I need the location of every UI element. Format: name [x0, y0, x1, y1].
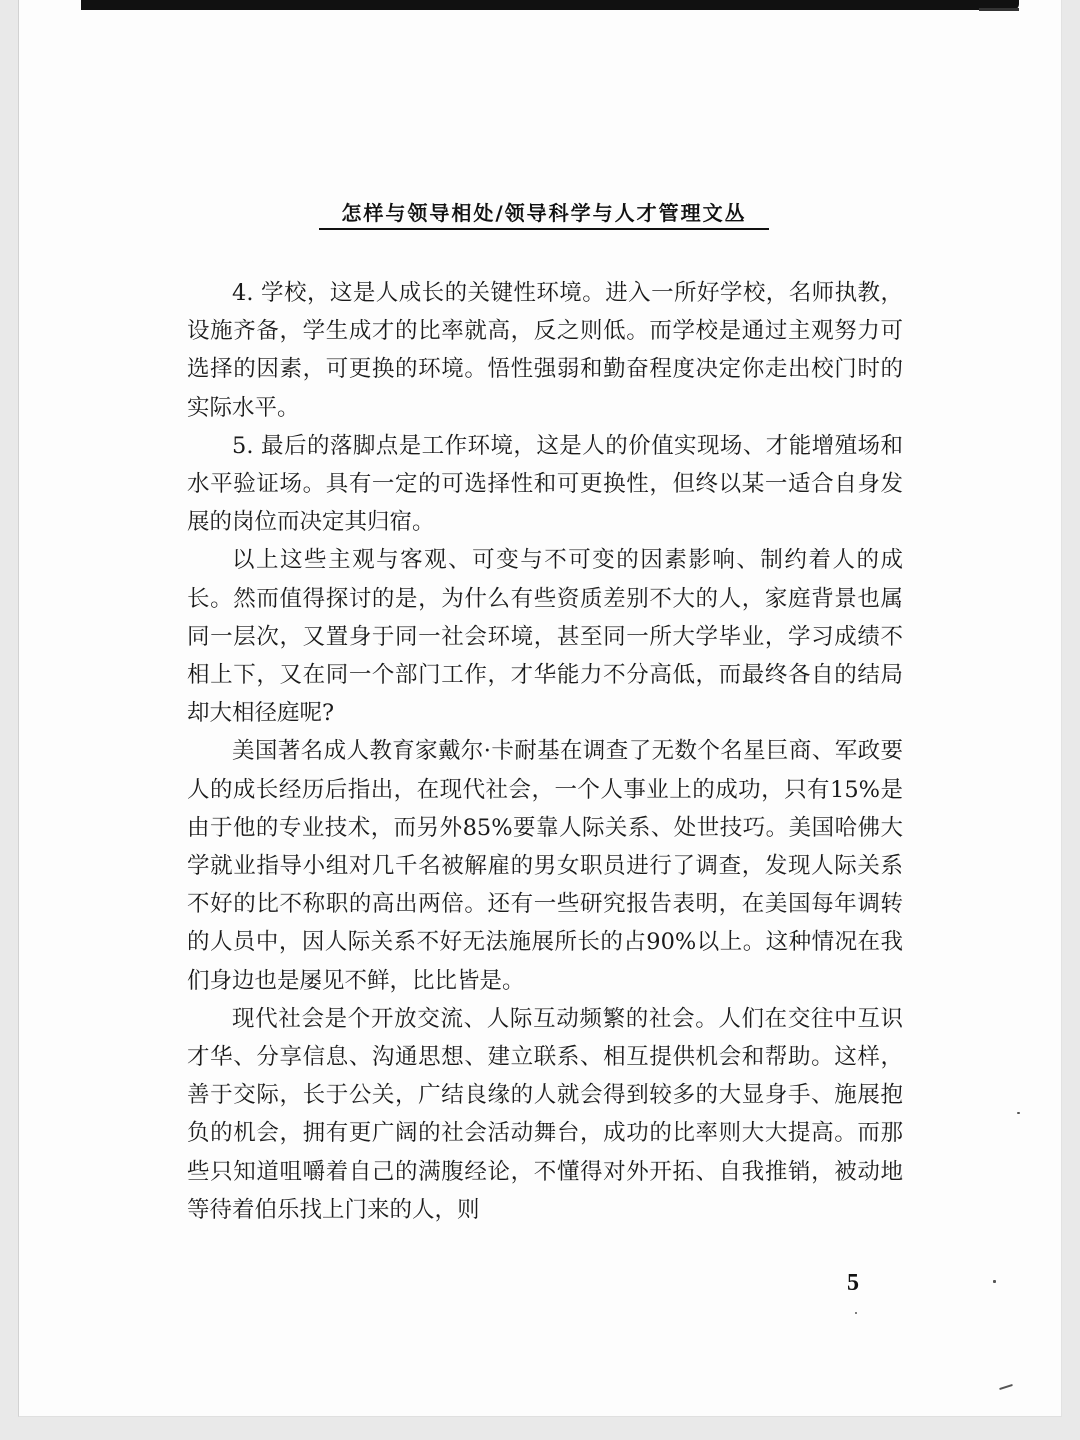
scan-speck — [1017, 1112, 1020, 1114]
scan-speck — [993, 1280, 996, 1283]
paragraph: 美国著名成人教育家戴尔·卡耐基在调查了无数个名星巨商、军政要人的成长经历后指出，在现代社会，一个人事业上的成功，只有15%是由于他的专业技术，而另外85%要靠人际关系、处世技巧。美国哈佛大学就业指导小组对几千名被解雇的男女职员进行了调查，发现人际关系不好的比不称职的高出两倍。还有一些研究报告表明，在美国每年调转的人员中，因人际关系不好无法施展所长的占90%以上。这种情况在我们身边也是屡见不鲜，比比皆是。 — [187, 738, 903, 994]
book-page — [18, 0, 1062, 1417]
scan-speck — [999, 1384, 1013, 1390]
header-rule — [319, 228, 769, 230]
paragraph: 以上这些主观与客观、可变与不可变的因素影响、制约着人的成长。然而值得探讨的是，为什么有些资质差别不大的人，家庭背景也属同一层次，又置身于同一社会环境，甚至同一所大学毕业，学习成绩不相上下，又在同一个部门工作，才华能力不分高低，而最终各自的结局却大相径庭呢? — [187, 547, 903, 727]
running-header: 怎样与领导相处/领导科学与人才管理文丛 — [341, 201, 747, 225]
page-number: 5 — [847, 1270, 859, 1296]
paragraph: 现代社会是个开放交流、人际互动频繁的社会。人们在交往中互识才华、分享信息、沟通思想、建立联系、相互提供机会和帮助。这样，善于交际，长于公关，广结良缘的人就会得到较多的大显身手、施展抱负的机会，拥有更广阔的社会活动舞台，成功的比率则大大提高。而那些只知道咀嚼着自己的满腹经论，不懂得对外开拓、自我推销，被动地等待着伯乐找上门来的人，则 — [187, 1005, 903, 1223]
paragraph: 4. 学校，这是人成长的关键性环境。进入一所好学校，名师执教，设施齐备，学生成才的比率就高，反之则低。而学校是通过主观努力可选择的因素，可更换的环境。悟性强弱和勤奋程度决定你走出校门时的实际水平。 — [187, 280, 903, 421]
body-text — [187, 274, 903, 1229]
paragraph: 5. 最后的落脚点是工作环境，这是人的价值实现场、才能增殖场和水平验证场。具有一定的可选择性和可更换性，但终以某一适合自身发展的岗位而决定其归宿。 — [187, 432, 903, 536]
top-scan-edge — [81, 0, 1019, 10]
top-scan-edge-tail — [979, 8, 1019, 11]
scan-speck — [855, 1312, 857, 1314]
